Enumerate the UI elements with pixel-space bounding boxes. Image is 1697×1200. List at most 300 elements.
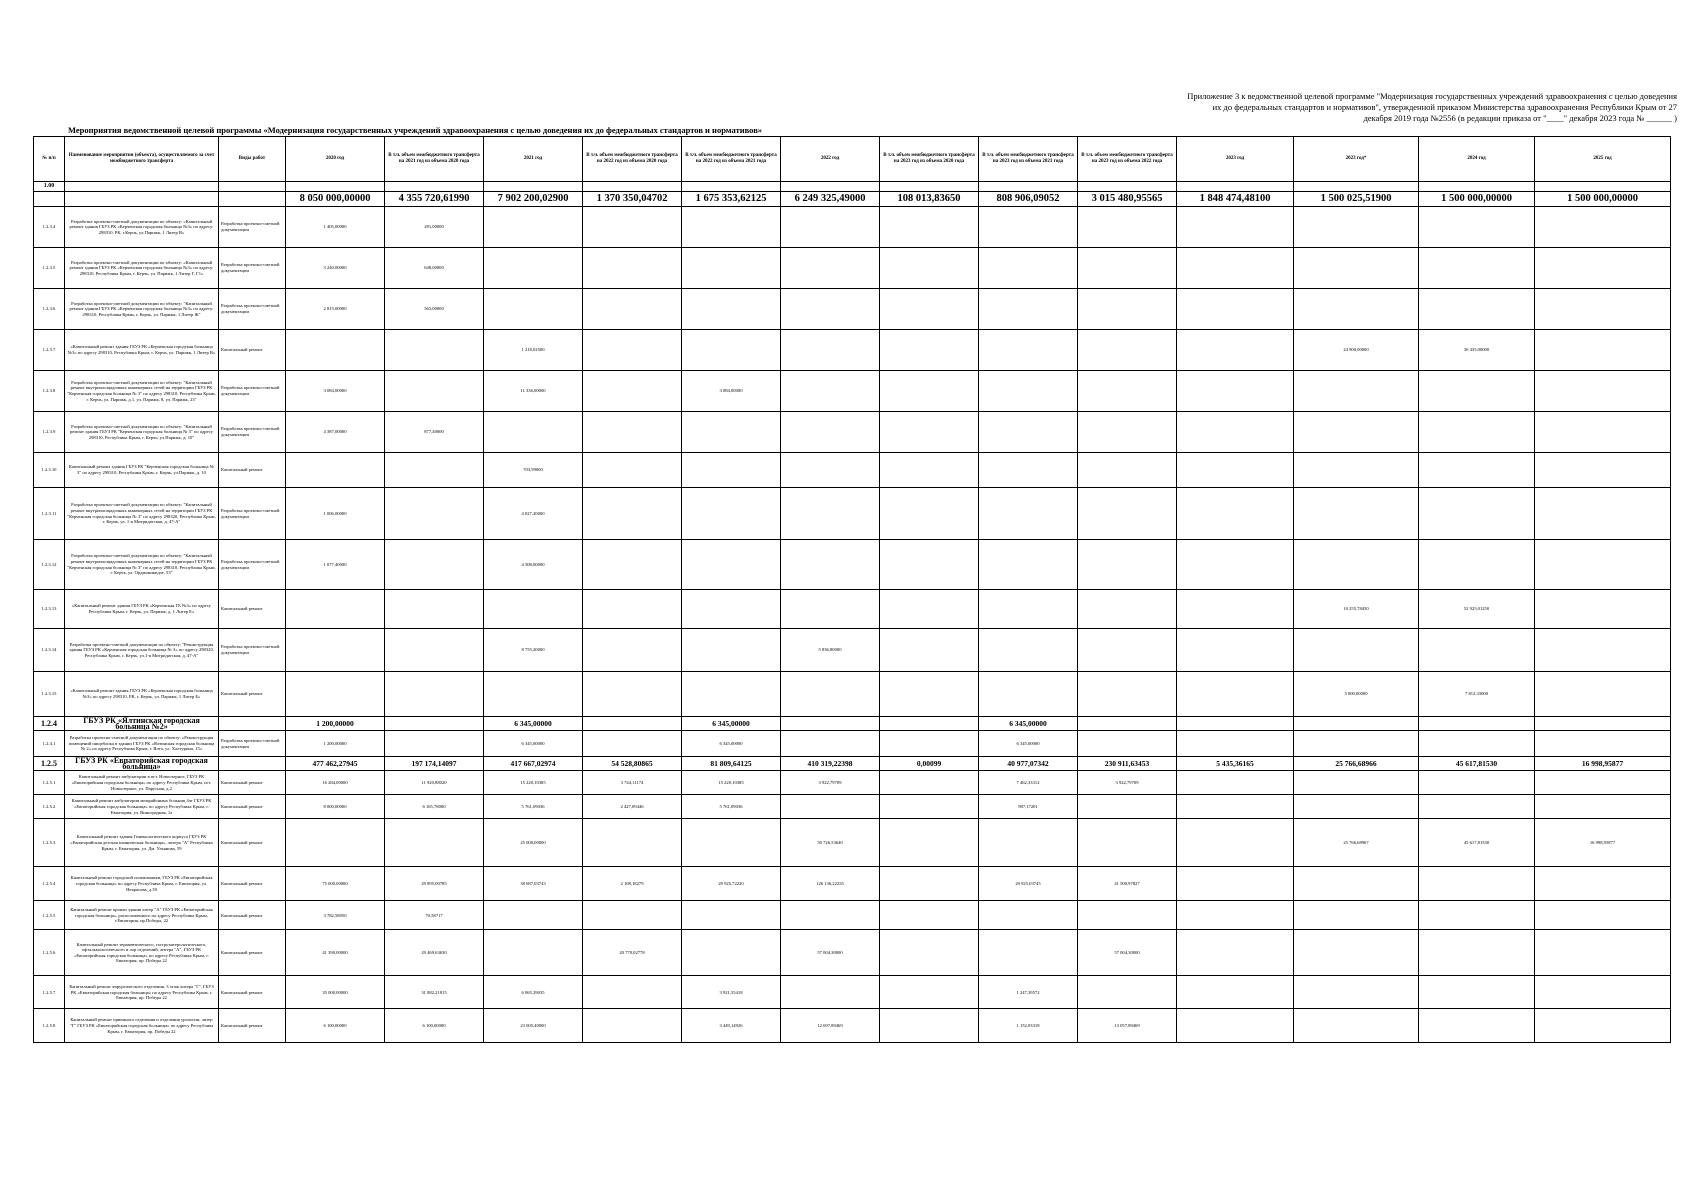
column-header: 2024 год bbox=[1419, 137, 1535, 182]
totals-row bbox=[34, 192, 1671, 207]
value-cell bbox=[1535, 976, 1671, 1009]
value-cell bbox=[880, 412, 979, 453]
row-work-type: Капитальный ремонт bbox=[219, 867, 286, 901]
value-cell bbox=[1177, 248, 1294, 289]
row-number: 1.2.3.6 bbox=[34, 289, 65, 330]
value-cell bbox=[1078, 330, 1177, 371]
value-cell bbox=[484, 248, 583, 289]
value-cell bbox=[1294, 976, 1419, 1009]
row-name: Разработка проектно-сметной документации по объекту: "Капитальный ремонт внутриплощадочных инженерных сетей на территории ГБУЗ РК "Керченская городская больница № 3" по адресу 298310, Республика Крым, г. Керчь, ул. Парижк, д.1, ул. Парижк, 8, ул. Парижк, 23" bbox=[65, 371, 219, 412]
row-number: 1.2.4.1 bbox=[34, 731, 65, 757]
value-cell: 16 284,00000 bbox=[286, 771, 385, 795]
value-cell bbox=[1535, 330, 1671, 371]
value-cell: 25 000,00000 bbox=[484, 819, 583, 867]
value-cell bbox=[781, 412, 880, 453]
row-work-type bbox=[219, 757, 286, 771]
value-cell: 4 308,00000 bbox=[484, 540, 583, 590]
row-name: Разработка проектно-сметной документации по объекту: "Реконструкция здания ГБУЗ РК «Керченская городская больница № 3» по адресу 298320, Республика Крым, г. Керчь, ул.1-я Митридатская, д. 47-А" bbox=[65, 629, 219, 672]
value-cell bbox=[1419, 795, 1535, 819]
program-table bbox=[33, 136, 1671, 1043]
value-cell bbox=[979, 289, 1078, 330]
value-cell bbox=[1177, 590, 1294, 629]
value-cell: 1 405,00000 bbox=[286, 207, 385, 248]
value-cell bbox=[1535, 1009, 1671, 1043]
row-number: 1.2.3.13 bbox=[34, 590, 65, 629]
column-header: 2025 год bbox=[1535, 137, 1671, 182]
value-cell: 3 744,11174 bbox=[583, 771, 682, 795]
value-cell bbox=[979, 453, 1078, 488]
value-cell bbox=[385, 488, 484, 540]
total-cell: 108 013,83650 bbox=[880, 192, 979, 207]
value-cell bbox=[484, 901, 583, 930]
value-cell bbox=[979, 248, 1078, 289]
value-cell bbox=[1419, 207, 1535, 248]
value-cell bbox=[385, 453, 484, 488]
value-cell bbox=[1177, 371, 1294, 412]
value-cell bbox=[1078, 207, 1177, 248]
value-cell bbox=[385, 731, 484, 757]
value-cell: 648,00000 bbox=[385, 248, 484, 289]
row-name: Капитальный ремонт амбулатории межрайонных больниц 4эт ГБУЗ РК «Евпаторийская городская больница» по адресу Республика Крым, г. Евпатория, ул. Виноградная, 1а bbox=[65, 795, 219, 819]
value-cell bbox=[880, 207, 979, 248]
table-row bbox=[34, 371, 1671, 412]
row-number: 1.2.3.9 bbox=[34, 412, 65, 453]
value-cell: 477 462,27945 bbox=[286, 757, 385, 771]
value-cell: 13 057,89469 bbox=[1078, 1009, 1177, 1043]
total-cell: 8 050 000,00000 bbox=[286, 192, 385, 207]
value-cell: 126 136,22255 bbox=[781, 867, 880, 901]
table-row bbox=[34, 330, 1671, 371]
value-cell: 1 006,00000 bbox=[286, 488, 385, 540]
total-cell: 1 370 350,04702 bbox=[583, 192, 682, 207]
appendix-note: Приложение 3 к ведомственной целевой программе "Модернизация государственных учреждений здравоохранения с целью доведения их до федеральных стандартов и нормативов", утвержденной приказом Министерства здравоохранения Республики Крым от 27 декабря 2019 года №2556 (в редакции приказа от "____" декабря 2023 года № ______ ) bbox=[1187, 91, 1677, 123]
value-cell bbox=[1535, 371, 1671, 412]
row-name: Капитальный ремонт здания Гинекологического корпуса ГБУЗ РК «Евпаторийская детская клиническая больница», литера "А" Республика Крым, г. Евпатория, ул. Дм. Ульянова, 59 bbox=[65, 819, 219, 867]
value-cell bbox=[1078, 540, 1177, 590]
value-cell bbox=[1535, 930, 1671, 976]
value-cell: 8 755,20000 bbox=[484, 629, 583, 672]
value-cell: 11 920,88020 bbox=[385, 771, 484, 795]
value-cell bbox=[583, 672, 682, 717]
value-cell bbox=[583, 330, 682, 371]
value-cell bbox=[1078, 412, 1177, 453]
total-cell: 1 500 025,51900 bbox=[1294, 192, 1419, 207]
row-number: 1.2.5.2 bbox=[34, 795, 65, 819]
value-cell bbox=[1294, 453, 1419, 488]
value-cell bbox=[1294, 488, 1419, 540]
value-cell bbox=[385, 672, 484, 717]
row-number: 1.2.3.14 bbox=[34, 629, 65, 672]
value-cell bbox=[1535, 717, 1671, 731]
value-cell bbox=[583, 289, 682, 330]
row-number: 1.2.5 bbox=[34, 757, 65, 771]
row-name: Разработка проектно-сметной документации по объекту: "Капитальный ремонт внутриплощадочных инженерных сетей на территории ГБУЗ РК "Керченская городская больница № 3" по адресу 298310, Республика Крым, г. Керчь, ул. Орджоникидзе, 53" bbox=[65, 540, 219, 590]
value-cell: 3 922,79709 bbox=[1078, 771, 1177, 795]
value-cell bbox=[583, 488, 682, 540]
table-row bbox=[34, 795, 1671, 819]
value-cell bbox=[1177, 330, 1294, 371]
row-work-type: Капитальный ремонт bbox=[219, 819, 286, 867]
column-header: В т.ч. объем межбюджетного трансферта на 2023 год из объема 2021 года bbox=[979, 137, 1078, 182]
value-cell bbox=[880, 1009, 979, 1043]
value-cell bbox=[682, 590, 781, 629]
value-cell: 57 004,30000 bbox=[781, 930, 880, 976]
row-name: Капитальный ремонт здания ГБУЗ РК "Керченская городская больница № 3" по адресу 298310, Республика Крым, г. Керчь, ул.Парижк, д. 10 bbox=[65, 453, 219, 488]
value-cell: 197 174,14097 bbox=[385, 757, 484, 771]
value-cell bbox=[484, 207, 583, 248]
value-cell: 563,00000 bbox=[385, 289, 484, 330]
value-cell bbox=[1535, 289, 1671, 330]
value-cell bbox=[286, 590, 385, 629]
table-row bbox=[34, 540, 1671, 590]
value-cell bbox=[583, 412, 682, 453]
value-cell bbox=[1535, 453, 1671, 488]
value-cell bbox=[1177, 731, 1294, 757]
value-cell bbox=[682, 207, 781, 248]
value-cell bbox=[583, 901, 682, 930]
table-row bbox=[34, 453, 1671, 488]
section-number: 1.00 bbox=[34, 182, 65, 192]
value-cell bbox=[484, 590, 583, 629]
value-cell bbox=[1294, 540, 1419, 590]
value-cell: 2 108,18279 bbox=[583, 867, 682, 901]
value-cell bbox=[682, 248, 781, 289]
value-cell: 52 925,01250 bbox=[1419, 590, 1535, 629]
value-cell bbox=[880, 672, 979, 717]
value-cell bbox=[1419, 540, 1535, 590]
group-row bbox=[34, 757, 1671, 771]
row-work-type: Разработка проектно-сметной документации bbox=[219, 629, 286, 672]
value-cell: 8 000,00000 bbox=[286, 795, 385, 819]
value-cell bbox=[979, 540, 1078, 590]
value-cell: 25 766,68966 bbox=[1294, 757, 1419, 771]
value-cell bbox=[286, 629, 385, 672]
value-cell bbox=[583, 590, 682, 629]
value-cell: 16 998,95877 bbox=[1535, 757, 1671, 771]
value-cell bbox=[979, 672, 1078, 717]
value-cell: 3 921,55418 bbox=[682, 976, 781, 1009]
value-cell: 15 220,10385 bbox=[682, 771, 781, 795]
value-cell bbox=[286, 819, 385, 867]
value-cell bbox=[1294, 771, 1419, 795]
value-cell: 1 200,00000 bbox=[286, 717, 385, 731]
column-header: Виды работ bbox=[219, 137, 286, 182]
row-number: 1.2.3.4 bbox=[34, 207, 65, 248]
column-header: № п/п bbox=[34, 137, 65, 182]
value-cell: 3 084,00000 bbox=[286, 371, 385, 412]
value-cell bbox=[682, 330, 781, 371]
value-cell: 41 390,00000 bbox=[286, 930, 385, 976]
value-cell bbox=[1177, 717, 1294, 731]
value-cell bbox=[1078, 731, 1177, 757]
table-row bbox=[34, 819, 1671, 867]
value-cell: 57 004,30000 bbox=[1078, 930, 1177, 976]
value-cell: 6 345,00000 bbox=[979, 717, 1078, 731]
value-cell bbox=[682, 540, 781, 590]
value-cell: 703,99000 bbox=[484, 453, 583, 488]
value-cell: 5 435,36165 bbox=[1177, 757, 1294, 771]
value-cell bbox=[979, 412, 1078, 453]
row-work-type bbox=[219, 717, 286, 731]
value-cell bbox=[1419, 289, 1535, 330]
row-work-type: Капитальный ремонт bbox=[219, 672, 286, 717]
column-header: В т.ч. объем межбюджетного трансферта на 2023 год из объема 2022 года bbox=[1078, 137, 1177, 182]
value-cell bbox=[583, 371, 682, 412]
row-work-type: Капитальный ремонт bbox=[219, 453, 286, 488]
value-cell bbox=[1535, 540, 1671, 590]
value-cell bbox=[979, 330, 1078, 371]
value-cell bbox=[682, 930, 781, 976]
row-number: 1.2.4 bbox=[34, 717, 65, 731]
value-cell: 29 895,00785 bbox=[385, 867, 484, 901]
value-cell: 45 617,81530 bbox=[1419, 757, 1535, 771]
value-cell bbox=[385, 819, 484, 867]
row-work-type: Разработка проектно-сметной документации bbox=[219, 371, 286, 412]
value-cell bbox=[583, 453, 682, 488]
value-cell bbox=[1177, 976, 1294, 1009]
value-cell bbox=[781, 289, 880, 330]
value-cell bbox=[1177, 795, 1294, 819]
row-name: Капитальный ремонт амбулатории в пгт. Новоозерное, ГБУЗ РК «Евпаторийская городская больница» по адресу Республика Крым, пгт. Новоозерное, ул. Парусная, д.2 bbox=[65, 771, 219, 795]
value-cell: 1 077,40000 bbox=[286, 540, 385, 590]
value-cell: 12 697,89469 bbox=[781, 1009, 880, 1043]
row-number: 1.2.3.10 bbox=[34, 453, 65, 488]
value-cell bbox=[583, 629, 682, 672]
value-cell bbox=[781, 540, 880, 590]
value-cell bbox=[1177, 672, 1294, 717]
value-cell bbox=[781, 330, 880, 371]
value-cell: 3 922,79709 bbox=[781, 771, 880, 795]
value-cell bbox=[1294, 867, 1419, 901]
row-number: 1.2.5.6 bbox=[34, 930, 65, 976]
value-cell bbox=[1177, 488, 1294, 540]
value-cell bbox=[1177, 901, 1294, 930]
total-cell: 1 675 353,62125 bbox=[682, 192, 781, 207]
value-cell bbox=[1535, 867, 1671, 901]
value-cell bbox=[880, 731, 979, 757]
value-cell: 35 000,00000 bbox=[286, 976, 385, 1009]
value-cell bbox=[484, 930, 583, 976]
value-cell: 6 345,00000 bbox=[484, 731, 583, 757]
value-cell bbox=[979, 371, 1078, 412]
row-work-type: Разработка проектно-сметной документации bbox=[219, 412, 286, 453]
value-cell bbox=[484, 289, 583, 330]
value-cell bbox=[583, 207, 682, 248]
value-cell: 2 815,00000 bbox=[286, 289, 385, 330]
value-cell: 10 255,78450 bbox=[1294, 590, 1419, 629]
value-cell bbox=[880, 771, 979, 795]
value-cell bbox=[1535, 488, 1671, 540]
value-cell: 6 345,00000 bbox=[682, 717, 781, 731]
row-work-type: Разработка проектно-сметной документации bbox=[219, 540, 286, 590]
row-work-type: Капитальный ремонт bbox=[219, 771, 286, 795]
value-cell bbox=[1294, 731, 1419, 757]
value-cell bbox=[682, 289, 781, 330]
value-cell bbox=[880, 330, 979, 371]
value-cell: 40 977,07342 bbox=[979, 757, 1078, 771]
value-cell bbox=[1078, 629, 1177, 672]
value-cell: 0,00099 bbox=[880, 757, 979, 771]
value-cell bbox=[1294, 371, 1419, 412]
value-cell bbox=[1294, 412, 1419, 453]
value-cell bbox=[1177, 540, 1294, 590]
value-cell: 81 809,64125 bbox=[682, 757, 781, 771]
value-cell bbox=[880, 371, 979, 412]
value-cell: 5 761,09036 bbox=[682, 795, 781, 819]
header-row bbox=[34, 137, 1671, 182]
total-cell: 808 906,09052 bbox=[979, 192, 1078, 207]
value-cell: 6 100,00000 bbox=[385, 1009, 484, 1043]
value-cell bbox=[682, 672, 781, 717]
value-cell bbox=[880, 289, 979, 330]
value-cell: 417 667,02974 bbox=[484, 757, 583, 771]
value-cell: 11 336,00000 bbox=[484, 371, 583, 412]
value-cell: 6 100,00000 bbox=[286, 1009, 385, 1043]
value-cell bbox=[880, 590, 979, 629]
value-cell bbox=[781, 976, 880, 1009]
value-cell: 29 469,63630 bbox=[385, 930, 484, 976]
value-cell bbox=[1535, 248, 1671, 289]
value-cell: 16 998,95877 bbox=[1535, 819, 1671, 867]
row-number: 1.2.5.1 bbox=[34, 771, 65, 795]
value-cell bbox=[1419, 453, 1535, 488]
value-cell bbox=[1177, 1009, 1294, 1043]
total-cell: 3 015 480,95565 bbox=[1078, 192, 1177, 207]
value-cell bbox=[1294, 901, 1419, 930]
value-cell bbox=[1535, 207, 1671, 248]
value-cell bbox=[286, 453, 385, 488]
value-cell bbox=[1078, 976, 1177, 1009]
value-cell: 1 247,39572 bbox=[979, 976, 1078, 1009]
value-cell bbox=[1535, 901, 1671, 930]
value-cell bbox=[880, 248, 979, 289]
value-cell: 877,40000 bbox=[385, 412, 484, 453]
value-cell: 4 387,00000 bbox=[286, 412, 385, 453]
value-cell bbox=[682, 629, 781, 672]
row-work-type: Капитальный ремонт bbox=[219, 795, 286, 819]
table-row bbox=[34, 629, 1671, 672]
value-cell: 5 000,00000 bbox=[1294, 672, 1419, 717]
row-name: Капитальный ремонт терапевтического, гастроэнтерологического, офтальмологического и лор отделений, литера "А", ГБУЗ РК «Евпаторийская городская больница» по адресу Республика Крым, г. Евпатория, пр. Победы 22 bbox=[65, 930, 219, 976]
value-cell: 6 065,29035 bbox=[484, 976, 583, 1009]
value-cell: 3 240,00000 bbox=[286, 248, 385, 289]
value-cell: 5 761,09036 bbox=[484, 795, 583, 819]
value-cell bbox=[1177, 453, 1294, 488]
column-header: 2022 год bbox=[781, 137, 880, 182]
value-cell bbox=[1535, 795, 1671, 819]
value-cell bbox=[880, 901, 979, 930]
row-work-type: Капитальный ремонт bbox=[219, 330, 286, 371]
row-number: 1.2.5.7 bbox=[34, 976, 65, 1009]
column-header: 2023 год* bbox=[1294, 137, 1419, 182]
value-cell bbox=[1294, 1009, 1419, 1043]
value-cell: 23 005,40000 bbox=[484, 1009, 583, 1043]
section-label-row bbox=[34, 182, 1671, 192]
column-header: В т.ч. объем межбюджетного трансферта на 2022 год из объема 2020 года bbox=[583, 137, 682, 182]
value-cell bbox=[781, 717, 880, 731]
table-row bbox=[34, 771, 1671, 795]
value-cell: 3 449,14926 bbox=[682, 1009, 781, 1043]
table-row bbox=[34, 207, 1671, 248]
row-name: Разработка проектно-сметной документации по объекту: "Капитальный ремонт внутриплощадочных инженерных сетей на территории ГБУЗ РК "Керченская городская больница № 3" по адресу 298320, Республика Крым, г. Керчь, ул. 1-я Митридатская, д. 47-А" bbox=[65, 488, 219, 540]
row-name: «Капитальный ремонт здания ГБУЗ РК «Керченская городская больница №3» по адресу 298310, Республика Крым, г. Керчь, ул. Парижк, 1 Литер В» bbox=[65, 330, 219, 371]
value-cell bbox=[1177, 867, 1294, 901]
value-cell bbox=[1419, 771, 1535, 795]
value-cell bbox=[583, 717, 682, 731]
value-cell bbox=[1177, 207, 1294, 248]
value-cell bbox=[1078, 371, 1177, 412]
value-cell: 31 882,21815 bbox=[385, 976, 484, 1009]
value-cell bbox=[1294, 289, 1419, 330]
table-row bbox=[34, 1009, 1671, 1043]
row-work-type: Разработка проектно-сметной документации bbox=[219, 731, 286, 757]
value-cell bbox=[781, 901, 880, 930]
value-cell: 30 435,00000 bbox=[1419, 330, 1535, 371]
value-cell bbox=[781, 453, 880, 488]
value-cell bbox=[1294, 248, 1419, 289]
column-header: 2021 год bbox=[484, 137, 583, 182]
value-cell bbox=[1177, 930, 1294, 976]
value-cell bbox=[781, 488, 880, 540]
value-cell bbox=[1177, 289, 1294, 330]
row-number: 1.2.5.5 bbox=[34, 901, 65, 930]
value-cell bbox=[781, 371, 880, 412]
row-name: Разработка проектно-сметной документации по объекту: «Капитальный ремонт здания ГБУЗ РК «Керченская городская больница №3» по адресу: 298310, Республика Крым, г. Керчь, ул. Парижк, 1 Литер Г, Г1» bbox=[65, 248, 219, 289]
value-cell bbox=[1535, 629, 1671, 672]
value-cell bbox=[583, 731, 682, 757]
value-cell: 29 925,03745 bbox=[979, 867, 1078, 901]
column-header: 2023 год bbox=[1177, 137, 1294, 182]
value-cell: 6 345,00000 bbox=[682, 731, 781, 757]
value-cell bbox=[1294, 717, 1419, 731]
column-header: 2020 год bbox=[286, 137, 385, 182]
value-cell bbox=[1535, 590, 1671, 629]
value-cell: 1 218,02500 bbox=[484, 330, 583, 371]
value-cell: 45 617,81530 bbox=[1419, 819, 1535, 867]
row-name: ГБУЗ РК «Евпаторийская городская больница» bbox=[65, 757, 219, 771]
value-cell: 4 027,20000 bbox=[484, 488, 583, 540]
row-work-type: Капитальный ремонт bbox=[219, 1009, 286, 1043]
table-row bbox=[34, 248, 1671, 289]
value-cell bbox=[1419, 731, 1535, 757]
value-cell bbox=[1078, 289, 1177, 330]
value-cell: 6 165,78000 bbox=[385, 795, 484, 819]
row-number: 1.2.5.4 bbox=[34, 867, 65, 901]
row-name: Капитальный ремонт кровли здания литер "А" ГБУЗ РК «Евпаторийская городская больница», расположенного по адресу Республика Крым, г.Евпатория, пр.Победы, 22 bbox=[65, 901, 219, 930]
value-cell bbox=[781, 731, 880, 757]
value-cell bbox=[583, 976, 682, 1009]
value-cell: 1 200,00000 bbox=[286, 731, 385, 757]
value-cell bbox=[1419, 930, 1535, 976]
value-cell bbox=[1419, 248, 1535, 289]
row-name: Капитальный ремонт хирургического отделения, 3 этаж литера "Г", ГБУЗ РК «Евпаторийская городская больница» по адресу Республика Крым, г. Евпатория, пр. Победы 22 bbox=[65, 976, 219, 1009]
document-title: Мероприятия ведомственной целевой программы «Модернизация государственных учреждений здравоохранения с целью доведения их до федеральных стандартов и нормативов» bbox=[68, 125, 763, 135]
value-cell bbox=[781, 207, 880, 248]
table-row bbox=[34, 672, 1671, 717]
value-cell bbox=[1078, 248, 1177, 289]
table-row bbox=[34, 590, 1671, 629]
table-row bbox=[34, 976, 1671, 1009]
row-number: 1.2.3.5 bbox=[34, 248, 65, 289]
value-cell bbox=[1535, 412, 1671, 453]
value-cell bbox=[286, 672, 385, 717]
value-cell: 6 345,00000 bbox=[484, 717, 583, 731]
value-cell bbox=[385, 371, 484, 412]
value-cell bbox=[880, 453, 979, 488]
value-cell: 7 812,33000 bbox=[1419, 672, 1535, 717]
row-work-type: Разработка проектно-сметной документации bbox=[219, 207, 286, 248]
value-cell bbox=[979, 930, 1078, 976]
